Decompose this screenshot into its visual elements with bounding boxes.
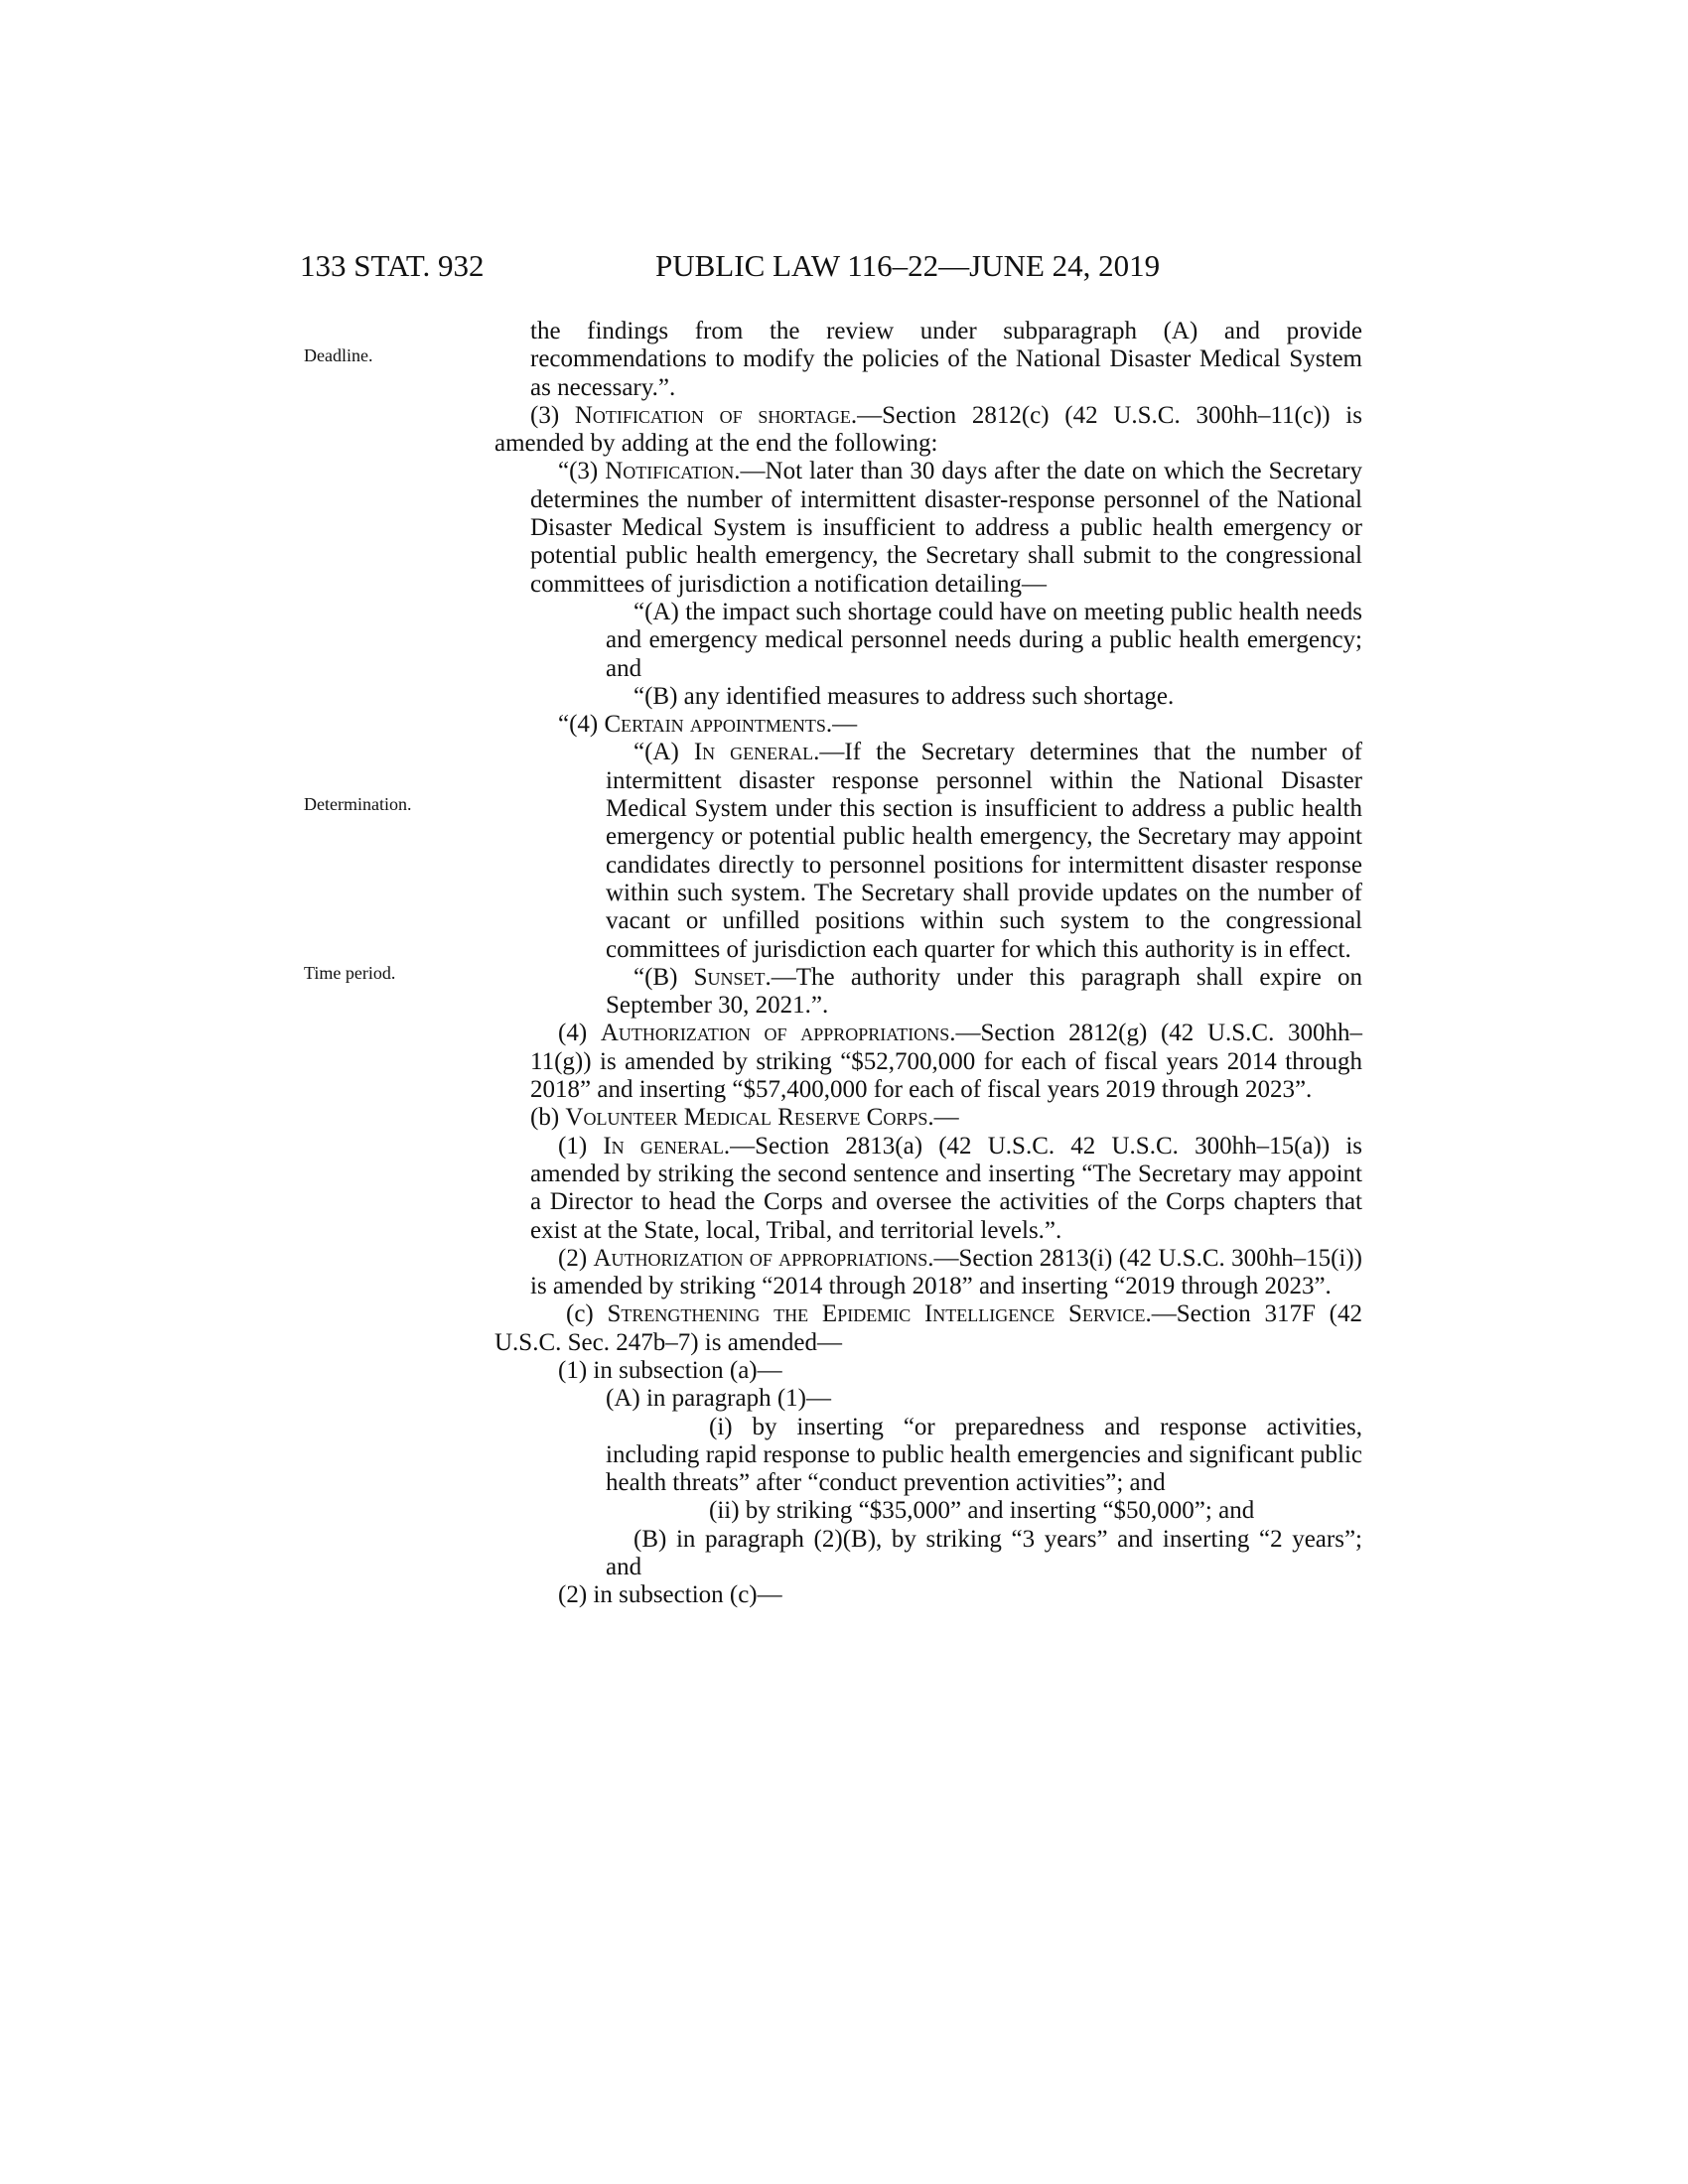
paragraph: “(4) Certain appointments.— xyxy=(558,711,858,739)
paragraph: (i) by inserting “or preparedness and response activities, including rapid response to public health emergencies and significant public health threats” after “conduct prevention activities”; and xyxy=(606,1413,1362,1497)
paragraph: (A) in paragraph (1)— xyxy=(606,1385,831,1413)
paragraph: “(B) Sunset.—The authority under this paragraph shall expire on September 30, 2021.”. xyxy=(606,963,1362,1020)
public-law-title: PUBLIC LAW 116–22—JUNE 24, 2019 xyxy=(655,248,1161,283)
margin-note-time-period: Time period. xyxy=(304,963,396,983)
paragraph: (B) in paragraph (2)(B), by striking “3 years” and inserting “2 years”; and xyxy=(606,1525,1362,1581)
paragraph: “(A) the impact such shortage could have on meeting public health needs and emergency medical personnel needs during a public health emergency; and xyxy=(606,598,1362,682)
paragraph: “(B) any identified measures to address such shortage. xyxy=(633,682,1175,710)
page-header xyxy=(0,248,1688,288)
paragraph: (1) In general.—Section 2813(a) (42 U.S.C. 42 U.S.C. 300hh–15(a)) is amended by striking the second sentence and inserting “The Secretary may appoint a Director to head the Corps and oversee the activities of the Corps chapters that exist at the State, local, Tribal, and territorial levels.”. xyxy=(530,1132,1363,1244)
paragraph: (1) in subsection (a)— xyxy=(558,1356,782,1384)
margin-note-determination: Determination. xyxy=(304,794,412,814)
paragraph: (2) Authorization of appropriations.—Section 2813(i) (42 U.S.C. 300hh–15(i)) is amended by striking “2014 through 2018” and inserting “2019 through 2023”. xyxy=(530,1244,1362,1300)
paragraph: the findings from the review under subparagraph (A) and provide recommendations to modify the policies of the National Disaster Medical System as necessary.”. xyxy=(530,318,1362,401)
document-body xyxy=(494,318,1363,1610)
paragraph: (c) Strengthening the Epidemic Intelligence Service.—Section 317F (42 U.S.C. Sec. 247b–7) is amended— xyxy=(494,1300,1362,1356)
paragraph: (b) Volunteer Medical Reserve Corps.— xyxy=(530,1104,959,1132)
paragraph: (4) Authorization of appropriations.—Section 2812(g) (42 U.S.C. 300hh–11(g)) is amended by striking “$52,700,000 for each of fiscal years 2014 through 2018” and inserting “$57,400,000 for each of fiscal years 2019 through 2023”. xyxy=(530,1020,1362,1104)
paragraph: (ii) by striking “$35,000” and inserting “$50,000”; and xyxy=(709,1497,1255,1525)
statute-page-number: 133 STAT. 932 xyxy=(300,248,485,283)
paragraph: (3) Notification of shortage.—Section 2812(c) (42 U.S.C. 300hh–11(c)) is amended by adding at the end the following: xyxy=(494,401,1362,458)
paragraph: “(A) In general.—If the Secretary determines that the number of intermittent disaster response personnel within the National Disaster Medical System under this section is insufficient to address a public health emergency or potential public health emergency, the Secretary may appoint candidates directly to personnel positions for intermittent disaster response within such system. The Secretary shall provide updates on the number of vacant or unfilled positions within such system to the congressional committees of jurisdiction each quarter for which this authority is in effect. xyxy=(606,739,1362,963)
margin-note-deadline: Deadline. xyxy=(304,345,373,365)
paragraph: (2) in subsection (c)— xyxy=(558,1581,782,1609)
paragraph: “(3) Notification.—Not later than 30 days after the date on which the Secretary determines the number of intermittent disaster-response personnel of the National Disaster Medical System is insufficient to address a public health emergency or potential public health emergency, the Secretary shall submit to the congressional committees of jurisdiction a notification detailing— xyxy=(530,458,1362,598)
